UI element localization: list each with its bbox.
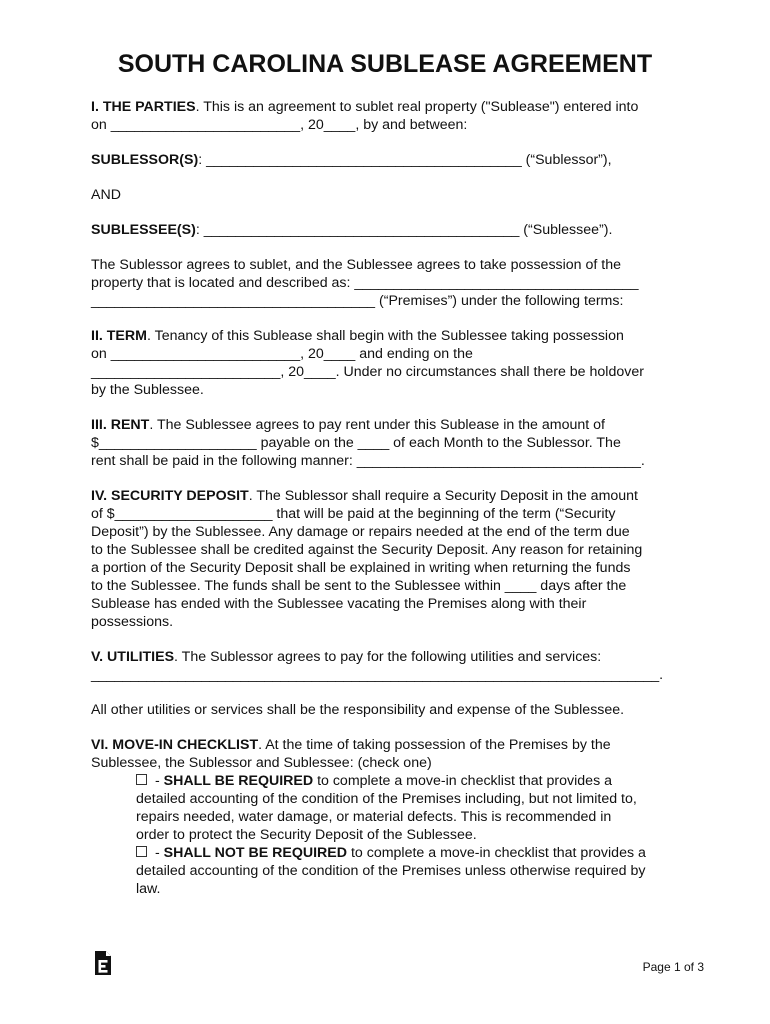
option-label: SHALL NOT BE REQUIRED (163, 845, 348, 861)
text[interactable]: of $____________________ that will be paid at the beginning of the term (“Security (91, 506, 616, 522)
text: Sublease has ended with the Sublessee vacating the Premises along with their (91, 596, 587, 612)
section-utilities (91, 648, 691, 684)
checkbox-required[interactable] (136, 774, 147, 785)
text: - (151, 845, 164, 861)
text: . The Sublessor agrees to pay for the following utilities and services: (174, 649, 602, 665)
sublessor-field[interactable]: : ________________________________________ (“Sublessor”), (198, 152, 612, 168)
text: to complete a move-in checklist that provides a (313, 773, 612, 789)
other-utilities (91, 701, 691, 719)
text: to complete a move-in checklist that provides a (347, 845, 646, 861)
section-parties (91, 98, 691, 134)
document-body (91, 98, 691, 915)
text[interactable]: to the Sublessee. The funds shall be sent to the Sublessee within ____ days after the (91, 578, 627, 594)
text: law. (136, 881, 161, 897)
section-premises (91, 256, 691, 310)
sublessor-line (91, 151, 691, 169)
text: order to protect the Security Deposit of the Sublessee. (136, 827, 477, 843)
and-text: AND (91, 187, 121, 203)
text: possessions. (91, 614, 174, 630)
text: . Tenancy of this Sublease shall begin with the Sublessee taking possession (146, 328, 624, 344)
and-line (91, 186, 691, 204)
text: by the Sublessee. (91, 382, 204, 398)
section-heading: VI. MOVE-IN CHECKLIST (91, 737, 259, 753)
section-heading: III. RENT (91, 417, 150, 433)
section-security-deposit (91, 487, 691, 631)
text: on ________________________, 20____, by and between: (91, 117, 468, 133)
sublessee-field[interactable]: : ________________________________________ (“Sublessee”). (195, 222, 613, 238)
checkbox-not-required[interactable] (136, 846, 147, 857)
text: . This is an agreement to sublet real property ("Sublease") entered into (195, 99, 639, 115)
eforms-logo-icon (93, 950, 113, 976)
section-heading: II. TERM (91, 328, 147, 344)
page-title: SOUTH CAROLINA SUBLEASE AGREEMENT (117, 50, 653, 78)
text[interactable]: ____________________________________ (“Premises”) under the following terms: (91, 293, 624, 309)
text[interactable]: rent shall be paid in the following manner: ____________________________________. (91, 453, 645, 469)
section-heading: I. THE PARTIES (91, 99, 196, 115)
text: - (151, 773, 164, 789)
text[interactable]: $____________________ payable on the ____ of each Month to the Sublessor. The (91, 435, 621, 451)
sublessee-label: SUBLESSEE(S) (91, 222, 196, 238)
text: . At the time of taking possession of the Premises by the (258, 737, 611, 753)
section-rent (91, 416, 691, 470)
text: Deposit”) by the Sublessee. Any damage or repairs needed at the end of the term due (91, 524, 630, 540)
checklist-option-required (91, 772, 691, 844)
text: to the Sublessee shall be credited against the Security Deposit. Any reason for retaining (91, 542, 643, 558)
page-number: Page 1 of 3 (642, 960, 704, 974)
text[interactable]: on ________________________, 20____ and ending on the (91, 346, 473, 362)
section-move-in-checklist (91, 736, 691, 898)
text: detailed accounting of the condition of the Premises including, but not limited to, (136, 791, 637, 807)
text: Sublessee, the Sublessor and Sublessee: (check one) (91, 755, 432, 771)
text: detailed accounting of the condition of the Premises unless otherwise required by (136, 863, 646, 879)
utilities-field[interactable]: ________________________________________________________________________. (91, 667, 664, 683)
text: All other utilities or services shall be the responsibility and expense of the Sublessee. (91, 702, 625, 718)
option-label: SHALL BE REQUIRED (163, 773, 314, 789)
sublessee-line (91, 221, 691, 239)
text: The Sublessor agrees to sublet, and the Sublessee agrees to take possession of the (91, 257, 622, 273)
text[interactable]: ________________________, 20____. Under no circumstances shall there be holdover (91, 364, 644, 380)
sublessor-label: SUBLESSOR(S) (91, 152, 199, 168)
text: . The Sublessor shall require a Security Deposit in the amount (248, 488, 638, 504)
section-term (91, 327, 691, 399)
text: repairs needed, water damage, or material defects. This is recommended in (136, 809, 612, 825)
text[interactable]: property that is located and described as: ____________________________________ (91, 275, 639, 291)
section-heading: IV. SECURITY DEPOSIT (91, 488, 249, 504)
text: . The Sublessee agrees to pay rent under this Sublease in the amount of (149, 417, 605, 433)
checklist-option-not-required (91, 844, 691, 898)
text: a portion of the Security Deposit shall be explained in writing when returning the funds (91, 560, 631, 576)
section-heading: V. UTILITIES (91, 649, 175, 665)
